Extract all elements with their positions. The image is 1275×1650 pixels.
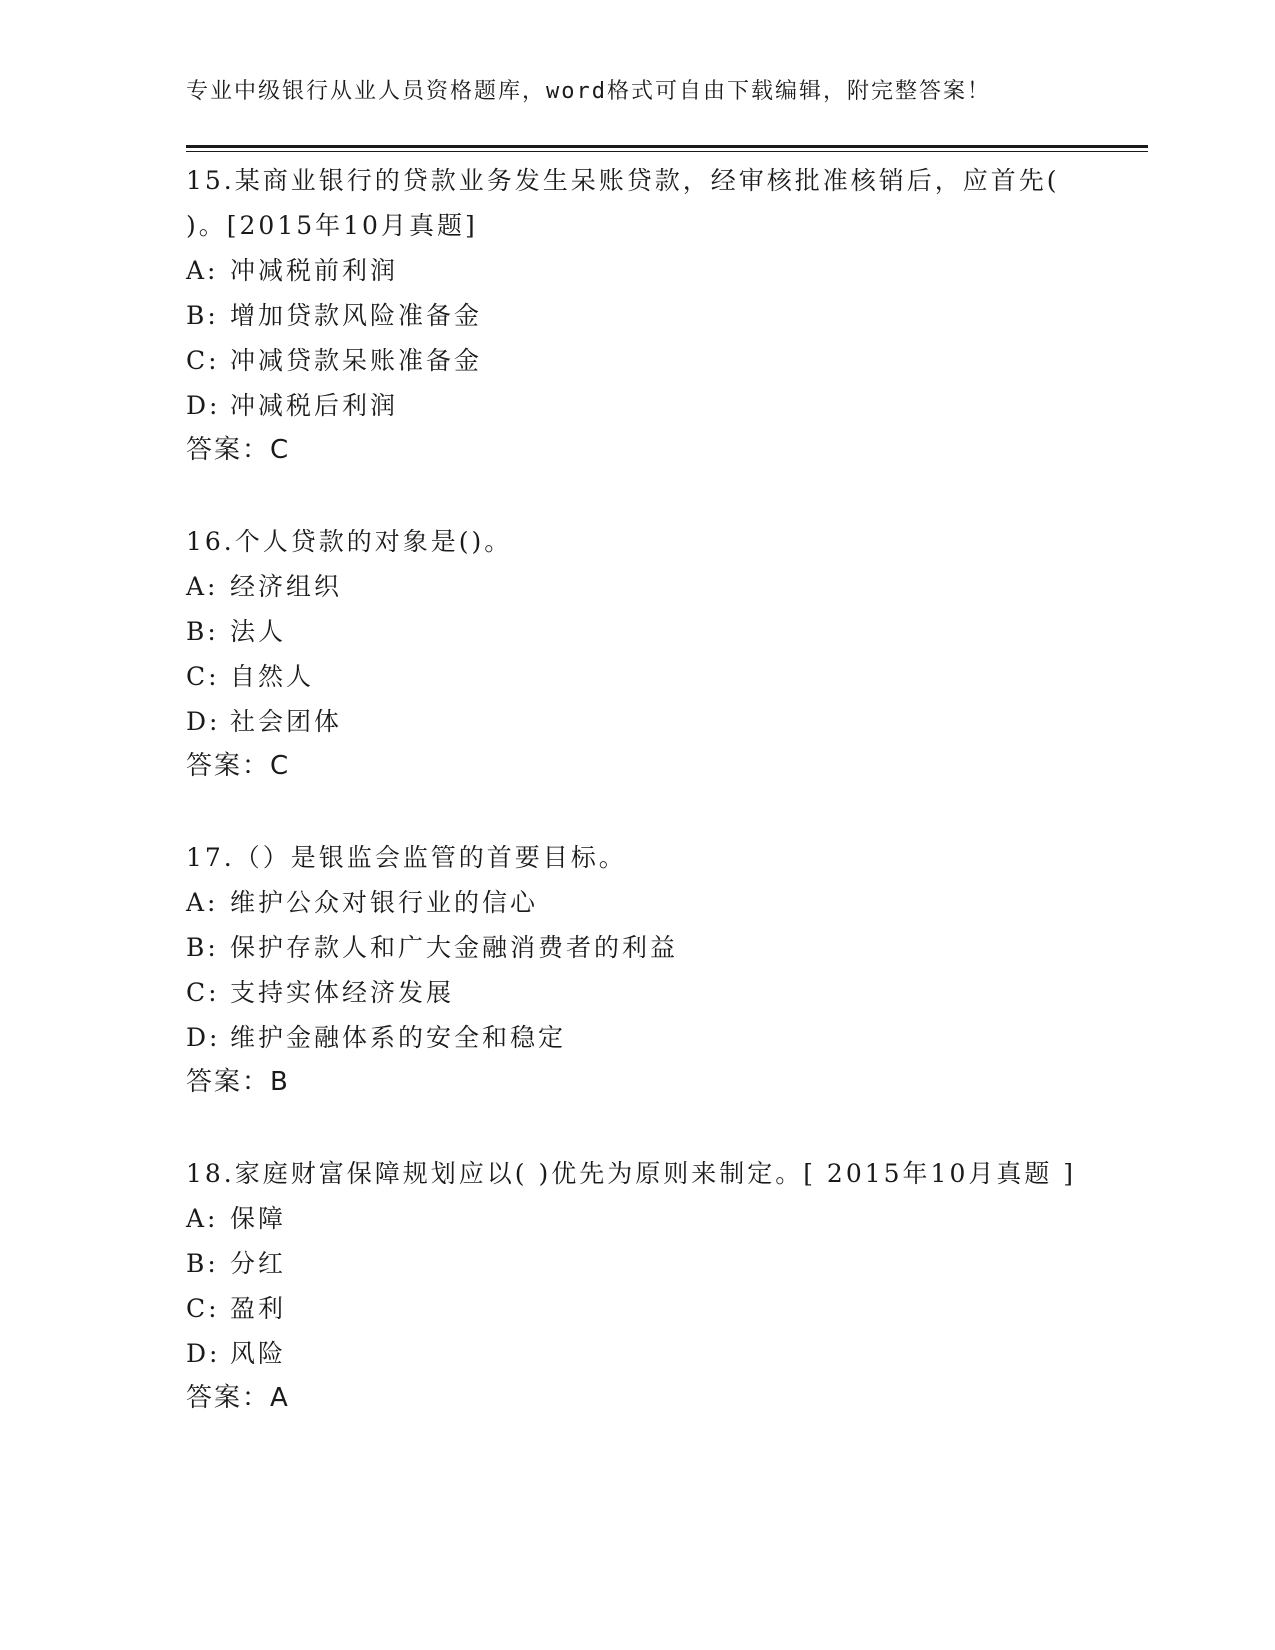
question-17 — [186, 835, 1086, 1105]
option-b — [186, 1241, 1086, 1286]
option-d — [186, 383, 1086, 428]
question-stem: 16.个人贷款的对象是()。 — [186, 527, 513, 556]
answer: 答案：B — [186, 1067, 290, 1097]
option-text: 维护金融体系的安全和稳定 — [230, 1023, 567, 1052]
option-label: A: — [186, 888, 219, 917]
option-label: B: — [186, 617, 219, 646]
option-label: A: — [186, 1204, 219, 1233]
option-a — [186, 1196, 1086, 1241]
question-stem: 17.（）是银监会监管的首要目标。 — [186, 843, 627, 872]
option-text: 盈利 — [230, 1294, 287, 1323]
question-stem: 15.某商业银行的贷款业务发生呆账贷款，经审核批准核销后，应首先( )。[2015年10月真题] — [186, 166, 1060, 240]
option-label: B: — [186, 933, 219, 962]
option-b — [186, 609, 1086, 654]
option-label: D: — [186, 707, 221, 736]
option-label: B: — [186, 301, 219, 330]
option-label: C: — [186, 662, 220, 691]
page-header: 专业中级银行从业人员资格题库，word格式可自由下载编辑，附完整答案！ — [186, 79, 991, 104]
answer: 答案：A — [186, 1383, 290, 1413]
option-text: 保障 — [230, 1204, 287, 1233]
option-text: 风险 — [230, 1339, 287, 1368]
option-c — [186, 970, 1086, 1015]
option-text: 自然人 — [230, 662, 315, 691]
option-a — [186, 248, 1086, 293]
question-list — [186, 158, 1086, 1467]
header-rule-thick — [186, 145, 1148, 148]
answer: 答案：C — [186, 751, 291, 781]
option-text: 增加贷款风险准备金 — [230, 301, 483, 330]
option-label: A: — [186, 572, 219, 601]
option-a — [186, 564, 1086, 609]
option-text: 法人 — [230, 617, 287, 646]
option-c — [186, 1286, 1086, 1331]
option-text: 保护存款人和广大金融消费者的利益 — [230, 933, 679, 962]
header-rule-thin — [186, 151, 1148, 152]
option-label: D: — [186, 1023, 221, 1052]
option-label: C: — [186, 346, 220, 375]
option-label: B: — [186, 1249, 219, 1278]
option-text: 冲减税前利润 — [230, 256, 399, 285]
option-text: 支持实体经济发展 — [230, 978, 455, 1007]
option-b — [186, 925, 1086, 970]
option-d — [186, 699, 1086, 744]
option-a — [186, 880, 1086, 925]
option-label: A: — [186, 256, 219, 285]
option-b — [186, 293, 1086, 338]
option-label: D: — [186, 1339, 221, 1368]
option-label: C: — [186, 978, 220, 1007]
option-c — [186, 654, 1086, 699]
option-c — [186, 338, 1086, 383]
option-d — [186, 1331, 1086, 1376]
option-label: C: — [186, 1294, 220, 1323]
question-stem: 18.家庭财富保障规划应以( )优先为原则来制定。[ 2015年10月真题 ] — [186, 1159, 1077, 1188]
option-text: 冲减税后利润 — [230, 391, 399, 420]
option-text: 社会团体 — [230, 707, 343, 736]
question-15 — [186, 158, 1086, 473]
option-text: 维护公众对银行业的信心 — [230, 888, 539, 917]
option-text: 经济组织 — [230, 572, 343, 601]
answer: 答案：C — [186, 435, 291, 465]
question-16 — [186, 519, 1086, 789]
option-text: 冲减贷款呆账准备金 — [230, 346, 483, 375]
option-text: 分红 — [230, 1249, 287, 1278]
option-d — [186, 1015, 1086, 1060]
question-18 — [186, 1151, 1086, 1421]
option-label: D: — [186, 391, 221, 420]
